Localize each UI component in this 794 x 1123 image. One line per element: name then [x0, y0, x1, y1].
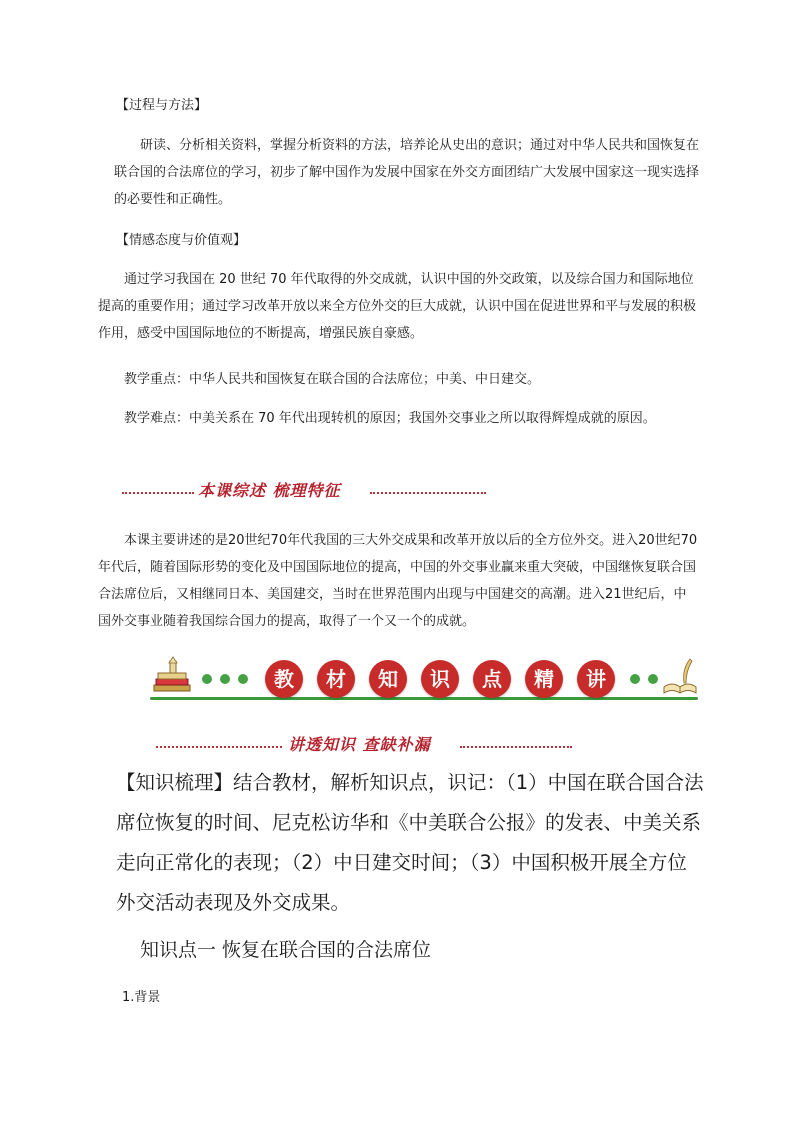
banner-char-4: 识 — [421, 660, 459, 698]
banner-char-6: 精 — [525, 660, 563, 698]
banner-char-5: 点 — [473, 660, 511, 698]
banner-dot-1 — [202, 674, 212, 684]
teaching-key-point: 教学重点：中华人民共和国恢复在联合国的合法席位；中美、中日建交。 — [124, 372, 541, 387]
banner-dot-4 — [630, 674, 640, 684]
knowledge-review-paragraph: 【知识梳理】结合教材，解析知识点，识记：（1）中国在联合国合法席位恢复的时间、尼克松访华和《中美联合公报》的发表、中美关系走向正常化的表现；（2）中日建交时间；（3）中国积极开展全方位外交活动表现及外交成果。 — [116, 771, 704, 914]
banner-char-1: 教 — [265, 660, 303, 698]
books-left-icon — [150, 655, 194, 703]
attitude-values-heading: 【情感态度与价值观】 — [116, 233, 247, 248]
overview-paragraph: 本课主要讲述的是20世纪70年代我国的三大外交成果和改革开放以后的全方位外交。进入20世纪70年代后，随着国际形势的变化及中国国际地位的提高，中国的外交事业赢来重大突破，中国继恢复联合国合法席位后，又相继同日本、美国建交，当时在世界范围内出现与中国建交的高潮。进入21世纪后，中国外交事业随着我国综合国力的提高，取得了一个又一个的成就。 — [98, 533, 698, 629]
attitude-values-body: 通过学习我国在 20 世纪 70 年代取得的外交成就，认识中国的外交政策，以及综合国力和国际地位提高的重要作用；通过学习改革开放以来全方位外交的巨大成就，认识中国在促进世界和平与发展的积极作用，感受中国国际地位的不断提高，增强民族自豪感。 — [98, 272, 697, 341]
banner-char-7: 讲 — [577, 660, 615, 698]
overview-banner-dots-left — [122, 492, 194, 494]
banner-char-3: 知 — [369, 660, 407, 698]
process-method-heading: 【过程与方法】 — [116, 98, 208, 113]
main-section-banner — [150, 655, 698, 705]
open-book-quill-icon — [662, 655, 698, 703]
overview-banner-dots-right — [370, 492, 486, 494]
sub-banner-title: 讲透知识 查缺补漏 — [288, 735, 431, 754]
knowledge-point-1-item-background: 1.背景 — [122, 990, 161, 1005]
sub-banner-dots-right — [460, 746, 572, 748]
sub-banner-dots-left — [156, 746, 282, 748]
banner-dot-3 — [238, 674, 248, 684]
banner-green-line — [150, 697, 698, 700]
banner-dot-5 — [648, 674, 658, 684]
overview-banner-title: 本课综述 梳理特征 — [198, 481, 341, 500]
process-method-body: 研读、分析相关资料，掌握分析资料的方法，培养论从史出的意识；通过对中华人民共和国恢复在联合国的合法席位的学习，初步了解中国作为发展中国家在外交方面团结广大发展中国家这一现实选择的必要性和正确性。 — [114, 138, 700, 207]
teaching-difficult-point: 教学难点：中美关系在 70 年代出现转机的原因；我国外交事业之所以取得辉煌成就的原因。 — [124, 411, 656, 426]
knowledge-point-1-title: 知识点一 恢复在联合国的合法席位 — [140, 939, 432, 961]
banner-char-2: 材 — [317, 660, 355, 698]
banner-dot-2 — [220, 674, 230, 684]
